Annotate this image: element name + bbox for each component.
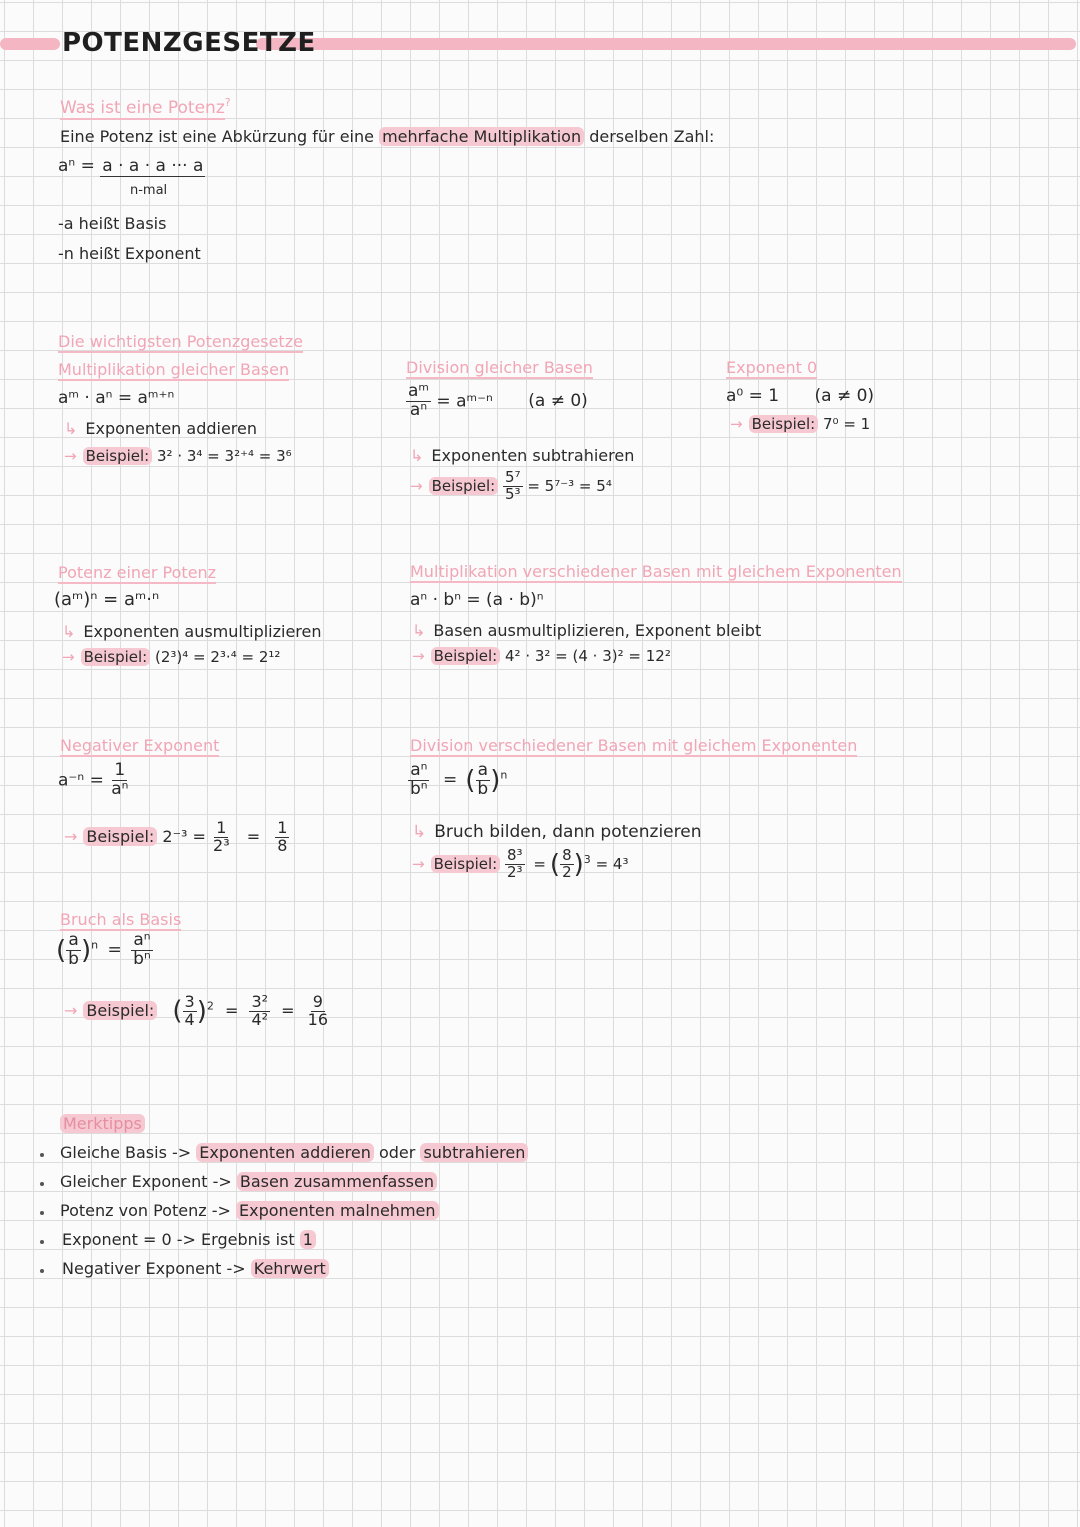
- intro-definition: Eine Potenz ist eine Abkürzung für eine mehrfache Multiplikation derselben Zahl:: [60, 127, 715, 146]
- div-rule: ↳ Exponenten subtrahieren: [410, 446, 635, 465]
- hook-arrow-icon: ↳: [64, 419, 78, 438]
- arrow-right-icon: →: [410, 476, 423, 495]
- title-underline-left: [0, 38, 60, 50]
- neg-example: → Beispiel: 2⁻³ = $\frac{1}{\text{2³}}$ = $\frac{1}{8}$: [64, 818, 288, 855]
- arrow-right-icon: →: [730, 415, 743, 433]
- mult-example: → Beispiel: 3² · 3⁴ = 3²⁺⁴ = 3⁶: [64, 447, 292, 465]
- divdiff-heading: Division verschiedener Basen mit gleichem Exponenten: [410, 736, 858, 755]
- neg-heading: Negativer Exponent: [60, 736, 220, 755]
- bullet-dot: [40, 1269, 44, 1273]
- page-title: POTENZGESETZE: [62, 28, 316, 58]
- arrow-right-icon: →: [412, 854, 425, 873]
- zero-heading: Exponent 0: [726, 358, 818, 377]
- pow-rule: ↳ Exponenten ausmultiplizieren: [62, 622, 322, 641]
- pow-heading: Potenz einer Potenz: [58, 563, 217, 582]
- hook-arrow-icon: ↳: [62, 622, 76, 641]
- laws-heading: Die wichtigsten Potenzgesetze: [58, 332, 303, 351]
- title-underline-right: [256, 38, 1076, 50]
- mult-heading: Multiplikation gleicher Basen: [58, 360, 290, 379]
- exponent-line: -n heißt Exponent: [58, 244, 201, 263]
- multdiff-heading: Multiplikation verschiedener Basen mit gleichem Exponenten: [410, 562, 902, 581]
- neg-formula: a⁻ⁿ = $\frac{1}{\text{aⁿ}}$: [58, 760, 129, 799]
- hook-arrow-icon: ↳: [412, 822, 427, 842]
- tip-item: Gleiche Basis -> Exponenten addieren oder subtrahieren: [60, 1143, 528, 1162]
- arrow-right-icon: →: [64, 447, 77, 465]
- arrow-right-icon: →: [62, 648, 75, 666]
- pow-example: → Beispiel: (2³)⁴ = 2³·⁴ = 2¹²: [62, 648, 281, 666]
- pow-formula: (aᵐ)ⁿ = aᵐ·ⁿ: [54, 589, 160, 610]
- mult-formula: aᵐ · aⁿ = aᵐ⁺ⁿ: [58, 388, 175, 408]
- arrow-right-icon: →: [64, 1000, 78, 1020]
- bullet-dot: [40, 1240, 44, 1244]
- hook-arrow-icon: ↳: [410, 446, 424, 465]
- bullet-dot: [40, 1153, 44, 1157]
- frac-formula: ( $\frac{a}{b}$ )$^n$ = $\frac{\text{aⁿ}}{\text{bⁿ}}$: [56, 930, 151, 969]
- div-heading: Division gleicher Basen: [406, 358, 593, 377]
- arrow-right-icon: →: [64, 826, 78, 846]
- hook-arrow-icon: ↳: [412, 621, 426, 640]
- intro-formula-under: n-mal: [130, 183, 168, 198]
- mult-rule: ↳ Exponenten addieren: [64, 419, 258, 438]
- divdiff-example: → Beispiel: $\frac{\text{8³}}{\text{2³}}$ = ( $\frac{8}{2}$ )$^3$ = 4³: [412, 846, 629, 881]
- div-example: → Beispiel: $\frac{\text{5⁷}}{\text{5³}}$ = 5⁷⁻³ = 5⁴: [410, 468, 612, 503]
- tip-item: Exponent = 0 -> Ergebnis ist 1: [62, 1230, 316, 1249]
- div-formula: $\frac{\text{aᵐ}}{\text{aⁿ}}$ = aᵐ⁻ⁿ (a ≠ 0): [408, 381, 588, 420]
- frac-example: → Beispiel: ( $\frac{3}{4}$ )$^2$ = $\frac{\text{3²}}{\text{4²}}$ = $\frac{9}{16}$: [64, 992, 329, 1029]
- bullet-dot: [40, 1182, 44, 1186]
- bullet-dot: [40, 1211, 44, 1215]
- frac-heading: Bruch als Basis: [60, 910, 182, 929]
- intro-question: Was ist eine Potenz?: [60, 96, 231, 118]
- intro-formula: aⁿ = a · a · a ··· a: [58, 156, 204, 176]
- multdiff-rule: ↳ Basen ausmultiplizieren, Exponent bleibt: [412, 621, 762, 640]
- zero-formula: a⁰ = 1 (a ≠ 0): [726, 386, 875, 406]
- multdiff-example: → Beispiel: 4² · 3² = (4 · 3)² = 12²: [412, 647, 671, 665]
- tip-item: Potenz von Potenz -> Exponenten malnehmen: [60, 1201, 439, 1220]
- divdiff-rule: ↳ Bruch bilden, dann potenzieren: [412, 822, 702, 842]
- zero-example: → Beispiel: 7⁰ = 1: [730, 415, 871, 433]
- basis-line: -a heißt Basis: [58, 214, 167, 233]
- multdiff-formula: aⁿ · bⁿ = (a · b)ⁿ: [410, 590, 544, 610]
- tip-item: Negativer Exponent -> Kehrwert: [62, 1259, 329, 1278]
- divdiff-formula: $\frac{\text{aⁿ}}{\text{bⁿ}}$ = ( $\frac{a}{b}$ )$^n$: [410, 760, 508, 799]
- tip-item: Gleicher Exponent -> Basen zusammenfassen: [60, 1172, 437, 1191]
- arrow-right-icon: →: [412, 647, 425, 665]
- tips-heading: Merktipps: [60, 1114, 145, 1133]
